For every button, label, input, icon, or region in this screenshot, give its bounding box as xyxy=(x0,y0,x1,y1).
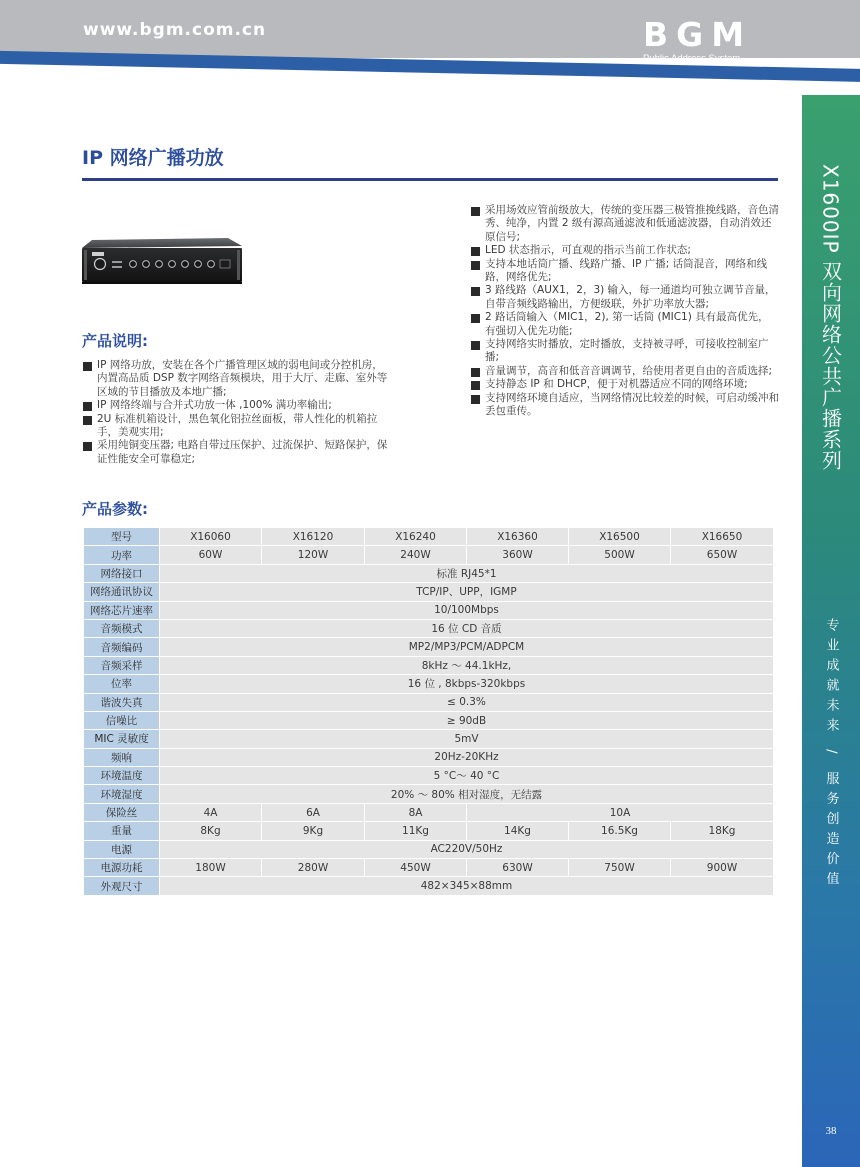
spec-value: 360W xyxy=(467,546,569,564)
table-row xyxy=(84,638,774,656)
spec-value: 650W xyxy=(671,546,774,564)
spec-value: AC220V/50Hz xyxy=(160,840,774,858)
spec-value: 16 位 CD 音质 xyxy=(160,619,774,637)
spec-label: 音频编码 xyxy=(84,638,160,656)
spec-value: 482×345×88mm xyxy=(160,877,774,895)
table-row xyxy=(84,803,774,821)
description-heading: 产品说明: xyxy=(82,332,148,350)
table-row xyxy=(84,619,774,637)
spec-label: 网络通讯协议 xyxy=(84,583,160,601)
table-row xyxy=(84,693,774,711)
description-item: IP 网络功放，安装在各个广播管理区域的弱电间或分控机房，内置高品质 DSP 数字网络音频模块，用于大厅、走廊、室外等区域的节目播放及本地广播; xyxy=(83,359,393,399)
table-row xyxy=(84,564,774,582)
spec-value: 8A xyxy=(365,803,467,821)
description-item: 2U 标准机箱设计，黑色氧化铝拉丝面板，带人性化的机箱拉手，美观实用; xyxy=(83,413,393,440)
spec-label: 音频采样 xyxy=(84,656,160,674)
spec-value: 20Hz-20KHz xyxy=(160,748,774,766)
feature-list xyxy=(471,204,779,419)
spec-label: 重量 xyxy=(84,822,160,840)
specs-table-body xyxy=(84,528,774,896)
table-row xyxy=(84,711,774,729)
spec-value: 14Kg xyxy=(467,822,569,840)
spec-value: 5 °C～ 40 °C xyxy=(160,767,774,785)
bgm-logo xyxy=(643,15,753,64)
table-row xyxy=(84,583,774,601)
spec-value: ≥ 90dB xyxy=(160,711,774,729)
spec-value: 16 位 , 8kbps-320kbps xyxy=(160,675,774,693)
spec-value: 18Kg xyxy=(671,822,774,840)
feature-item: LED 状态指示，可直观的指示当前工作状态; xyxy=(471,244,779,257)
spec-value: MP2/MP3/PCM/ADPCM xyxy=(160,638,774,656)
feature-item: 音量调节，高音和低音音调调节，给使用者更自由的音质选择; xyxy=(471,365,779,378)
spec-value: X16650 xyxy=(671,528,774,546)
spec-value: 20% ～ 80% 相对湿度，无结露 xyxy=(160,785,774,803)
spec-label: 位率 xyxy=(84,675,160,693)
feature-item: 支持网络环境自适应，当网络情况比较差的时候，可启动缓冲和丢包重传。 xyxy=(471,392,779,419)
spec-value: 8Kg xyxy=(160,822,262,840)
logo-subtitle: Public Address System xyxy=(643,53,741,64)
spec-value: 4A xyxy=(160,803,262,821)
logo-text: BGM xyxy=(643,15,753,54)
table-row xyxy=(84,822,774,840)
table-row xyxy=(84,730,774,748)
spec-label: 谐波失真 xyxy=(84,693,160,711)
feature-item: 3 路线路（AUX1，2，3) 输入，每一通道均可独立调节音量，自带音频线路输出，方便级联，外扩功率放大器; xyxy=(471,284,779,311)
feature-item: 支持本地话筒广播、线路广播、IP 广播; 话筒混音，网络和线路，网络优先; xyxy=(471,258,779,285)
spec-value: X16120 xyxy=(262,528,365,546)
feature-item: 采用场效应管前级放大，传统的变压器三极管推挽线路，音色清秀、纯净，内置 2 级有源高通滤波和低通滤波器，自动消效还原信号; xyxy=(471,204,779,244)
spec-label: 电源功耗 xyxy=(84,859,160,877)
spec-label: 信噪比 xyxy=(84,711,160,729)
table-row xyxy=(84,859,774,877)
spec-label: 环境温度 xyxy=(84,767,160,785)
spec-value: 630W xyxy=(467,859,569,877)
site-url: www.bgm.com.cn xyxy=(83,20,267,40)
table-row xyxy=(84,601,774,619)
table-row xyxy=(84,528,774,546)
spec-label: MIC 灵敏度 xyxy=(84,730,160,748)
table-row xyxy=(84,785,774,803)
description-list xyxy=(83,359,393,466)
table-row xyxy=(84,656,774,674)
amplifier-photo xyxy=(78,236,244,286)
series-sidebar xyxy=(802,95,860,1167)
spec-label: 网络芯片速率 xyxy=(84,601,160,619)
spec-value: 900W xyxy=(671,859,774,877)
spec-value: 180W xyxy=(160,859,262,877)
table-row xyxy=(84,767,774,785)
spec-value: 500W xyxy=(569,546,671,564)
spec-value: 10A xyxy=(467,803,774,821)
feature-item: 2 路话筒输入（MIC1，2), 第一话筒 (MIC1) 具有最高优先，有强切入优先功能; xyxy=(471,311,779,338)
spec-value: 5mV xyxy=(160,730,774,748)
spec-value: 11Kg xyxy=(365,822,467,840)
spec-value: X16240 xyxy=(365,528,467,546)
spec-value: X16500 xyxy=(569,528,671,546)
spec-value: TCP/IP、UPP，IGMP xyxy=(160,583,774,601)
page-header xyxy=(0,0,860,86)
spec-label: 外观尺寸 xyxy=(84,877,160,895)
spec-value: 16.5Kg xyxy=(569,822,671,840)
spec-value: 标准 RJ45*1 xyxy=(160,564,774,582)
spec-value: 10/100Mbps xyxy=(160,601,774,619)
table-row xyxy=(84,546,774,564)
feature-item: 支持网络实时播放，定时播放，支持被寻呼，可接收控制室广播; xyxy=(471,338,779,365)
spec-value: 280W xyxy=(262,859,365,877)
title-rule xyxy=(82,178,778,181)
sidebar-series-title xyxy=(802,107,860,527)
specs-heading: 产品参数: xyxy=(82,500,148,518)
spec-label: 环境湿度 xyxy=(84,785,160,803)
spec-value: 240W xyxy=(365,546,467,564)
table-row xyxy=(84,840,774,858)
feature-item: 支持静态 IP 和 DHCP，便于对机器适应不同的网络环境; xyxy=(471,378,779,391)
spec-label: 音频模式 xyxy=(84,619,160,637)
description-item: IP 网络终端与合并式功放一体 ,100% 满功率输出; xyxy=(83,399,393,412)
spec-label: 保险丝 xyxy=(84,803,160,821)
sidebar-slogan-text: 专业成就未来 / 服务创造价值 xyxy=(823,618,839,892)
page-title: IP 网络广播功放 xyxy=(82,147,224,169)
sidebar-series-title-text: X1600IP 双向网络公共广播系列 xyxy=(818,163,843,471)
table-row xyxy=(84,877,774,895)
spec-value: 8kHz ～ 44.1kHz, xyxy=(160,656,774,674)
spec-value: 9Kg xyxy=(262,822,365,840)
spec-label: 网络接口 xyxy=(84,564,160,582)
spec-value: 750W xyxy=(569,859,671,877)
page-number: 38 xyxy=(825,1125,837,1137)
spec-label: 频响 xyxy=(84,748,160,766)
spec-value: 120W xyxy=(262,546,365,564)
spec-value: 450W xyxy=(365,859,467,877)
spec-value: ≤ 0.3% xyxy=(160,693,774,711)
table-row xyxy=(84,748,774,766)
spec-value: X16360 xyxy=(467,528,569,546)
spec-label: 功率 xyxy=(84,546,160,564)
spec-value: 60W xyxy=(160,546,262,564)
spec-value: 6A xyxy=(262,803,365,821)
specs-table xyxy=(83,527,774,896)
spec-value: X16060 xyxy=(160,528,262,546)
sidebar-slogan xyxy=(802,595,860,915)
description-item: 采用纯铜变压器; 电路自带过压保护、过流保护、短路保护，保证性能安全可靠稳定; xyxy=(83,439,393,466)
spec-label: 型号 xyxy=(84,528,160,546)
table-row xyxy=(84,675,774,693)
spec-label: 电源 xyxy=(84,840,160,858)
